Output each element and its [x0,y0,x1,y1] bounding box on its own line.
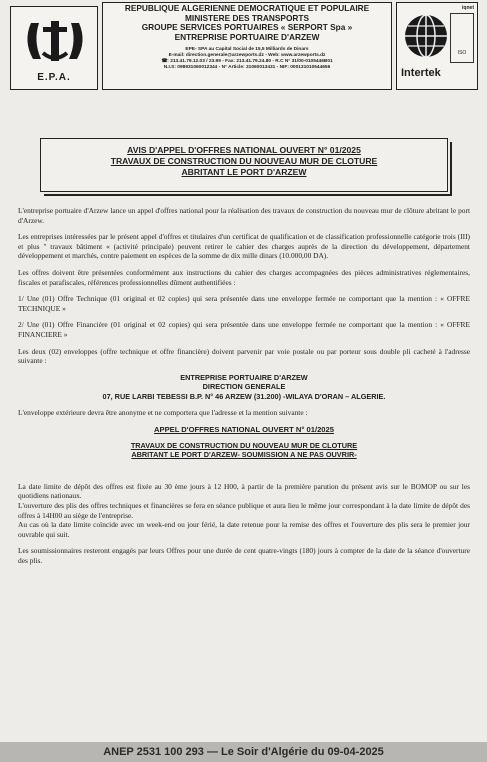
title-line-3: ABRITANT LE PORT D'ARZEW [181,167,307,177]
envelope-title: APPEL D'OFFRES NATIONAL OUVERT N° 01/2025 [154,424,334,434]
address-line-3: 07, RUE LARBI TEBESSI B.P. N° 46 ARZEW (31.200) -WILAYA D'ORAN – ALGERIE. [102,391,386,401]
certification-logos [396,2,478,90]
opening-paragraph: L'ouverture des plis des offres techniques et financières se fera en séance publique et aura lieu le même jour correspondant à la date limite de dépôt des offres à 14H00 au siège de l'entreprise. [18,501,470,520]
outer-envelope-paragraph: L'enveloppe extérieure devra être anonyme et ne comportera que l'adresse et la mention suivante : [18,408,308,418]
anchor-logo-icon [23,17,87,65]
validity-paragraph: Les soumissionnaires resteront engagés par leurs Offres pour une durée de cent quatre-vingts (180) jours à compter de la date de la séance d'ouverture des plis. [18,546,470,565]
capital-line: EPE- SPA au Capital Social de 15,5 Milliards de Dinars [185,47,309,52]
technical-offer-paragraph: 1/ Une (01) Offre Technique (01 original et 02 copies) qui sera présentée dans une enveloppe fermée ne comportant que la mention : « OFFRE TECHNIQUE » [18,294,470,313]
publication-footer: ANEP 2531 100 293 — Le Soir d'Algérie du 09-04-2025 [0,742,487,762]
letterhead [6,0,481,95]
address-line-1: ENTREPRISE PORTUAIRE D'ARZEW [180,372,308,382]
letterhead-text [102,2,392,90]
iso-badge-label: ISO [457,50,467,56]
holiday-paragraph: Au cas où la date limite coïncide avec un week-end ou jour férié, la date retenue pour la remise des offres et l'ouverture des plis sera le premier jour ouvrable qui suit. [18,520,470,539]
epa-logo [10,6,98,90]
nis-line: N.I.S: 098931060012344 - N° Article: 31060013431 - NIF: 000131010544656 [163,65,331,70]
notice-title [40,138,448,192]
globe-icon [403,13,449,59]
intertek-label: Intertek [401,67,441,79]
iqnet-label: iqnet [462,5,474,11]
intro-paragraph: L'entreprise portuaire d'Arzew lance un appel d'offres national pour la réalisation des travaux de construction du nouveau mur de clôture abritant le port d'Arzew. [18,206,470,225]
ministry-line: MINISTERE DES TRANSPORTS [184,12,309,23]
address-line-2: DIRECTION GENERALE [202,382,286,392]
address-block [18,373,470,402]
title-line-2: TRAVAUX DE CONSTRUCTION DU NOUVEAU MUR DE CLOTURE [110,156,378,166]
title-line-1: AVIS D'APPEL D'OFFRES NATIONAL OUVERT N° 01/2025 [127,145,361,155]
envelopes-paragraph: Les deux (02) enveloppes (offre technique et offre financière) doivent parvenir par voie postale ou par porteur sous double pli cacheté à l'adresse suivante : [18,346,470,366]
contact-line: E-mail: direction.generale@arzewports.dz - Web: www.arzewports.dz [168,53,326,58]
iso-badge-icon [450,13,474,63]
company-line: ENTREPRISE PORTUAIRE D'ARZEW [174,31,320,42]
republic-line: REPUBLIQUE ALGERIENNE DEMOCRATIQUE ET POPULAIRE [124,3,370,13]
offers-paragraph: Les offres doivent être présentées conformément aux instructions du cahier des charges accompagnées des pièces administratives réglementaires, fiscales et parafiscales, références professionnelles dûment authentifiées : [18,267,470,287]
epa-label: E.P.A. [37,72,71,83]
financial-offer-paragraph: 2/ Une (01) Offre Financière (01 original et 02 copies) qui sera présentée dans une enveloppe fermée ne comportant que la mention : « OFFRE FINANCIERE » [18,320,470,339]
deadline-paragraph: La date limite de dépôt des offres est fixée au 30 ème jours à 12 H00, à partir de la première parution du présent avis sur le BOMOP ou sur les quotidiens nationaux. [18,481,470,501]
phone-line: ☎: 213.41.79.12.03 / 23.99 - Fax: 213.41.79.24.80 - R.C N° 31/00-0105446B01 [161,59,333,64]
notice-body [18,206,470,573]
envelope-sub-line-2: ABRITANT LE PORT D'ARZEW- SOUMISSION A NE PAS OUVRIR- [131,450,357,460]
envelope-sub-line-1: TRAVAUX DE CONSTRUCTION DU NOUVEAU MUR DE CLOTURE [130,440,358,450]
envelope-subtitle [18,441,470,460]
group-line: GROUPE SERVICES PORTUAIRES « SERPORT Spa » [141,22,353,32]
eligibility-paragraph: Les entreprises intéressées par le présent appel d'offres et titulaires d'un certificat de qualification et de classification professionnelle catégorie trois (III) et plus " travaux bâtiment « (activité principale) peuvent retirer le cahier des charges auprès de la direction du développement, département développement et marchés, contre paiement en espèces de la somme de dix mille dinars (10.000,00 DA). [18,232,470,261]
